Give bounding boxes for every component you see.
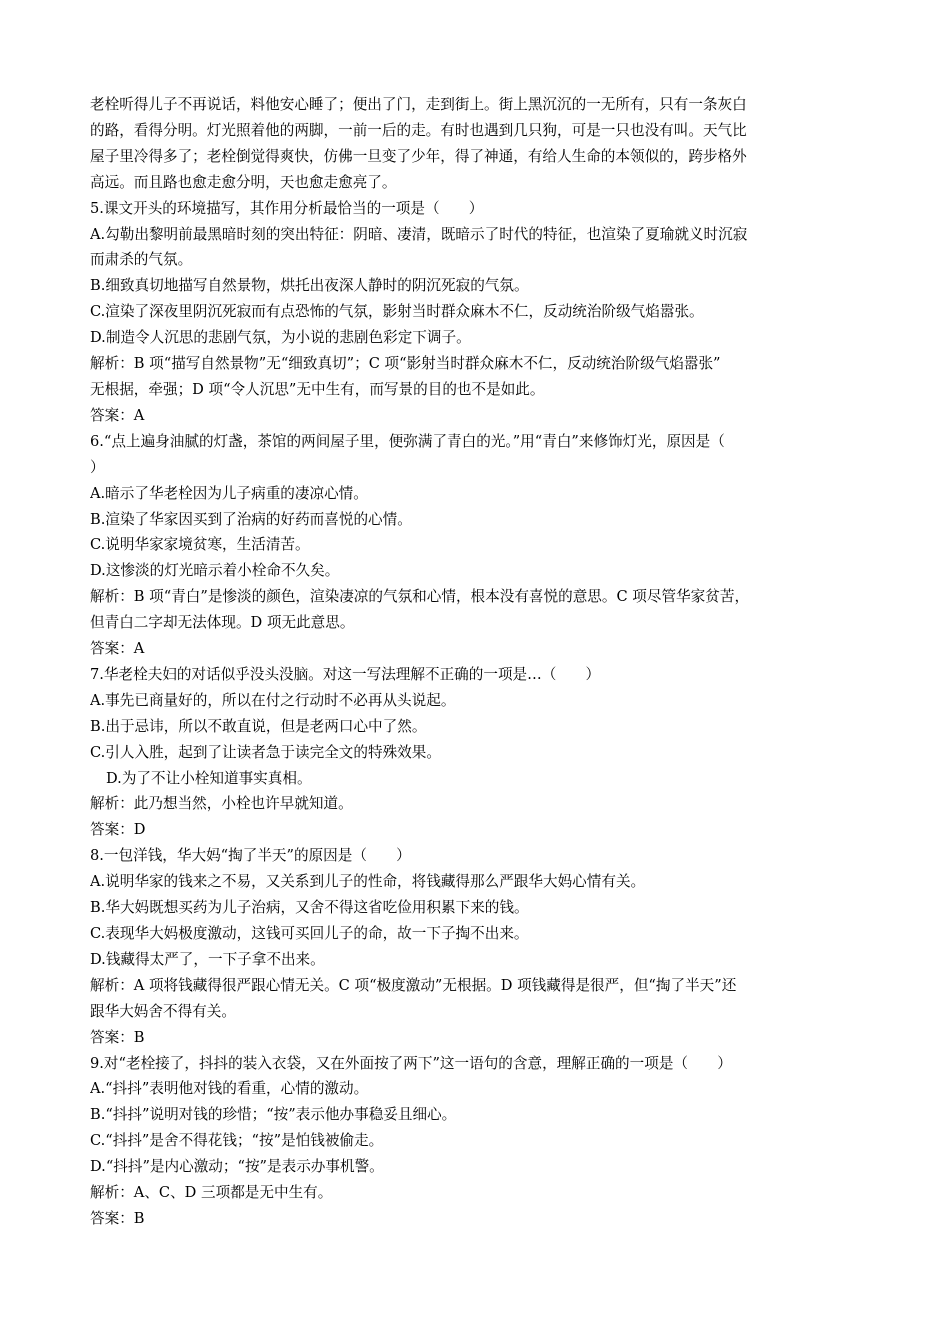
option-a-continued: 而肃杀的气氛。 [90,251,193,269]
option-a: A.说明华家的钱来之不易，又关系到儿子的性命，将钱藏得那么严跟华大妈心情有关。 [90,873,646,891]
option-c: C.引人入胜，起到了让读者急于读完全文的特殊效果。 [90,743,441,761]
analysis-continued: 但青白二字却无法体现。D 项无此意思。 [90,614,355,632]
answer: 答案：A [90,640,145,658]
answer: 答案：B [90,1028,145,1046]
option-a: A.“抖抖”表明他对钱的看重，心情的激动。 [90,1080,369,1098]
option-d: D.这惨淡的灯光暗示着小栓命不久矣。 [90,562,340,580]
option-b: B.华大妈既想买药为儿子治病，又舍不得这省吃俭用积累下来的钱。 [90,899,529,917]
option-d: D.为了不让小栓知道事实真相。 [106,769,312,787]
analysis: 解析：B 项“描写自然景物”无“细致真切”；C 项“影射当时群众麻木不仁，反动统治阶级气焰嚣张” [90,355,721,373]
passage-line: 老栓听得儿子不再说话，料他安心睡了；便出了门，走到街上。街上黑沉沉的一无所有，只有一条灰白 [90,96,747,113]
option-c: C.渲染了深夜里阴沉死寂而有点恐怖的气氛，影射当时群众麻木不仁，反动统治阶级气焰嚣张。 [90,303,704,321]
option-d: D.制造令人沉思的悲剧气氛，为小说的悲剧色彩定下调子。 [90,329,471,347]
option-b: B.渲染了华家因买到了治病的好药而喜悦的心情。 [90,510,412,528]
option-c: C.“抖抖”是舍不得花钱；“按”是怕钱被偷走。 [90,1132,384,1150]
analysis: 解析：B 项“青白”是惨淡的颜色，渲染凄凉的气氛和心情，根本没有喜悦的意思。C 项尽管华家贫苦， [90,588,750,606]
passage-line: 屋子里冷得多了；老栓倒觉得爽快，仿佛一旦变了少年，得了神通，有给人生命的本领似的，跨步格外 [90,147,747,165]
analysis-continued: 跟华大妈舍不得有关。 [90,1002,236,1020]
question-stem: 6.“点上遍身油腻的灯盏，茶馆的两间屋子里，便弥满了青白的光。”用“青白”来修饰灯光，原因是（ [90,432,725,450]
option-b: B.细致真切地描写自然景物，烘托出夜深人静时的阴沉死寂的气氛。 [90,277,529,295]
option-b: B.“抖抖”说明对钱的珍惜；“按”表示他办事稳妥且细心。 [90,1106,457,1124]
analysis: 解析：A、C、D 三项都是无中生有。 [90,1184,333,1202]
answer: 答案：B [90,1209,145,1227]
question-6 [90,429,862,662]
question-stem: 9.对“老栓接了，抖抖的装入衣袋，又在外面按了两下”这一语句的含意，理解正确的一项是（ ） [90,1054,732,1072]
question-8 [90,843,862,1050]
option-b: B.出于忌讳，所以不敢直说，但是老两口心中了然。 [90,717,427,735]
option-d: D.钱藏得太严了，一下子拿不出来。 [90,950,325,968]
document-page [90,92,862,1232]
analysis: 解析：A 项将钱藏得很严跟心情无关。C 项“极度激动”无根据。D 项钱藏得是很严，但“掏了半天”还 [90,976,737,994]
option-a: A.事先已商量好的，所以在付之行动时不必再从头说起。 [90,691,456,709]
question-stem: 5.课文开头的环境描写，其作用分析最恰当的一项是（ ） [90,199,484,217]
analysis: 解析：此乃想当然，小栓也许早就知道。 [90,795,353,813]
question-7 [90,662,862,843]
passage-line: 高远。而且路也愈走愈分明，天也愈走愈亮了。 [90,173,397,191]
option-a: A.勾勒出黎明前最黑暗时刻的突出特征：阴暗、凄清，既暗示了时代的特征，也渲染了夏瑜就义时沉寂 [90,225,748,243]
option-c: C.表现华大妈极度激动，这钱可买回儿子的命，故一下子掏不出来。 [90,925,529,942]
passage-line: 的路，看得分明。灯光照着他的两脚，一前一后的走。有时也遇到几只狗，可是一只也没有叫。天气比 [90,121,747,139]
analysis-continued: 无根据，牵强；D 项“令人沉思”无中生有，而写景的目的也不是如此。 [90,380,545,398]
question-stem: 7.华老栓夫妇的对话似乎没头没脑。对这一写法理解不正确的一项是…（ ） [90,665,601,683]
answer: 答案：D [90,821,146,839]
question-5 [90,196,862,429]
option-a: A.暗示了华老栓因为儿子病重的凄凉心情。 [90,484,368,502]
question-stem: 8.一包洋钱，华大妈“掏了半天”的原因是（ ） [90,847,411,865]
passage [90,92,862,196]
question-9 [90,1051,862,1232]
option-d: D.“抖抖”是内心激动；“按”是表示办事机警。 [90,1158,384,1176]
question-stem-continued: ） [90,458,105,476]
option-c: C.说明华家家境贫寒，生活清苦。 [90,536,310,554]
answer: 答案：A [90,406,145,424]
